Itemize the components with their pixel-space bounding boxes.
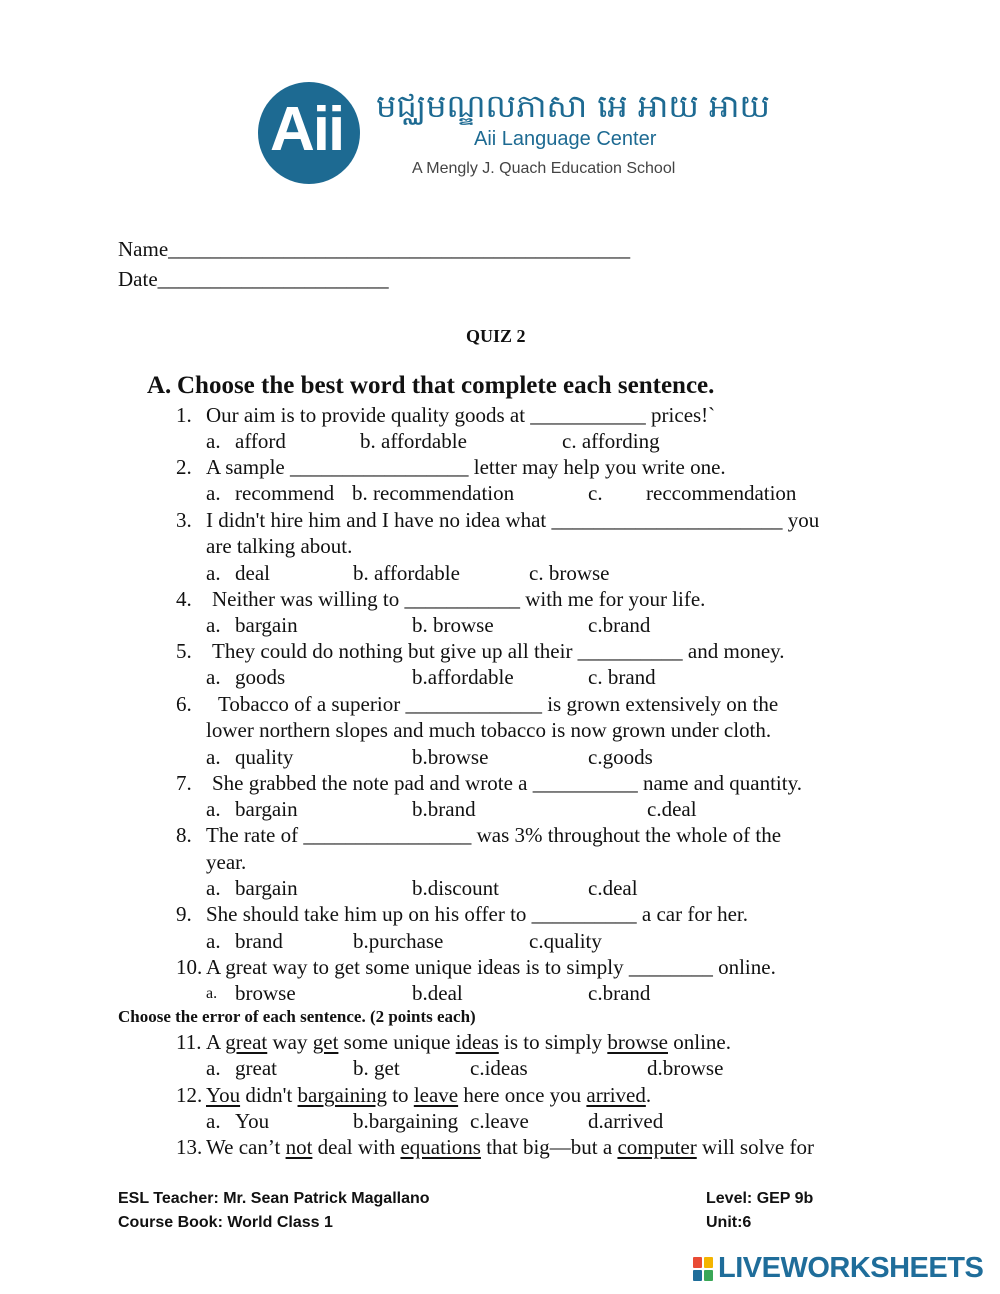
q13-underlined-2: equations [400,1135,481,1159]
q2-text: A sample _________________ letter may help you write one. [206,455,726,479]
q13-part-4: will solve for [696,1135,814,1159]
q13-underlined-1: not [285,1135,313,1159]
q10-text: A great way to get some unique ideas is to simply ________ online. [206,955,776,979]
q12-option-b[interactable]: b.bargaining [353,1109,459,1133]
footer-level: Level: GEP 9b [706,1190,814,1207]
q3-option-b[interactable]: b. affordable [353,561,460,585]
q11-part-5: online. [667,1030,731,1054]
q2-option-c[interactable]: reccommendation [646,481,797,505]
q11-part-4: is to simply [498,1030,608,1054]
q1-number: 1. [176,403,192,427]
q6-option-a[interactable]: quality [235,745,294,769]
q8-option-a-letter: a. [206,876,221,900]
q11-sentence [206,1030,731,1055]
q3-option-a[interactable]: deal [235,561,270,585]
q11-part-2: way [267,1030,313,1054]
q11-option-d[interactable]: d.browse [647,1056,724,1080]
q12-underlined-4: arrived [586,1083,646,1107]
q5-option-a[interactable]: goods [235,665,286,689]
q11-option-b[interactable]: b. get [353,1056,400,1080]
q12-underlined-1: You [206,1083,241,1107]
q12-number: 12. [176,1083,203,1107]
q9-option-a[interactable]: brand [235,929,283,953]
q8-text: The rate of ________________ was 3% throughout the whole of the [206,823,782,847]
q12-underlined-2: bargaining [297,1083,387,1107]
quiz-title: QUIZ 2 [466,326,526,346]
q4-option-c[interactable]: c.brand [588,613,651,637]
logo-mark: Aii [270,95,344,164]
q3-option-a-letter: a. [206,561,221,585]
q11-option-a-letter: a. [206,1056,221,1080]
q5-option-c[interactable]: c. brand [588,665,656,689]
q12-underlined-3: leave [413,1083,459,1107]
q2-option-a[interactable]: recommend [235,481,335,505]
q8-text-cont: year. [206,850,247,874]
q7-option-a[interactable]: bargain [235,797,298,821]
q6-option-b[interactable]: b.browse [412,745,489,769]
q5-text: They could do nothing but give up all their __________ and money. [212,639,785,663]
q11-option-c[interactable]: c.ideas [470,1056,528,1080]
q5-number: 5. [176,639,192,663]
q4-option-b[interactable]: b. browse [412,613,494,637]
q8-number: 8. [176,823,192,847]
q12-option-d[interactable]: d.arrived [588,1109,664,1133]
q5-option-b[interactable]: b.affordable [412,665,514,689]
q12-option-c[interactable]: c.leave [470,1109,529,1133]
date-field[interactable]: Date______________________ [118,267,389,291]
footer-book: Course Book: World Class 1 [118,1214,333,1231]
q9-option-b[interactable]: b.purchase [353,929,444,953]
q3-text-cont: are talking about. [206,534,353,558]
q10-number: 10. [176,955,203,979]
q2-option-b[interactable]: b. recommendation [352,481,515,505]
liveworksheets-wordmark[interactable]: LIVEWORKSHEETS [718,1252,984,1284]
q5-option-a-letter: a. [206,665,221,689]
q3-option-c[interactable]: c. browse [529,561,610,585]
q13-part-3: that big—but a [480,1135,618,1159]
q11-underlined-3: ideas [455,1030,499,1054]
q6-text-cont: lower northern slopes and much tobacco is now grown under cloth. [206,718,772,742]
q2-number: 2. [176,455,192,479]
q10-option-b[interactable]: b.deal [412,981,463,1005]
q13-number: 13. [176,1135,203,1159]
q13-underlined-3: computer [617,1135,697,1159]
logo-tagline: A Mengly J. Quach Education School [412,160,676,177]
q9-text: She should take him up on his offer to __________ a car for her. [206,902,749,926]
q13-part-2: deal with [312,1135,401,1159]
q1-option-c[interactable]: c. affording [562,429,660,453]
q11-underlined-1: great [225,1030,268,1054]
logo-center-name: Aii Language Center [474,128,657,150]
q7-option-b[interactable]: b.brand [412,797,476,821]
q4-text: Neither was willing to ___________ with me for your life. [212,587,706,611]
q12-part-3: here once you [458,1083,587,1107]
footer-teacher: ESL Teacher: Mr. Sean Patrick Magallano [118,1190,430,1207]
q12-sentence [206,1083,651,1108]
q11-underlined-2: get [312,1030,339,1054]
q2-option-a-letter: a. [206,481,221,505]
q9-number: 9. [176,902,192,926]
q12-option-a[interactable]: You [235,1109,270,1133]
q6-number: 6. [176,692,192,716]
q11-part-1: A [206,1030,226,1054]
q4-option-a[interactable]: bargain [235,613,298,637]
q11-part-3: some unique [338,1030,456,1054]
q6-option-a-letter: a. [206,745,221,769]
section-a-heading: Choose the best word that complete each sentence. [177,372,715,399]
q4-number: 4. [176,587,192,611]
section-a-letter: A. [147,372,172,399]
q10-option-a[interactable]: browse [235,981,296,1005]
q7-number: 7. [176,771,192,795]
q4-option-a-letter: a. [206,613,221,637]
q11-underlined-4: browse [607,1030,668,1054]
q2-option-c-letter: c. [588,481,603,505]
q10-option-a-letter: a. [206,985,218,1002]
q3-text: I didn't hire him and I have no idea what ______________________ you [206,508,820,532]
q6-text: Tobacco of a superior _____________ is grown extensively on the [218,692,779,716]
q3-number: 3. [176,508,192,532]
q1-option-a-letter: a. [206,429,221,453]
q13-sentence [206,1135,814,1160]
q12-part-4: . [645,1083,652,1107]
q12-option-a-letter: a. [206,1109,221,1133]
q8-option-b[interactable]: b.discount [412,876,499,900]
q1-option-a[interactable]: afford [235,429,286,453]
q10-option-c[interactable]: c.brand [588,981,651,1005]
q13-part-1: We can’t [206,1135,286,1159]
name-field[interactable]: Name____________________________________________ [118,237,631,261]
q12-part-2: to [386,1083,414,1107]
q7-text: She grabbed the note pad and wrote a __________ name and quantity. [212,771,802,795]
footer-unit: Unit:6 [706,1214,752,1231]
q7-option-c[interactable]: c.deal [647,797,697,821]
section-b-heading: Choose the error of each sentence. (2 points each) [118,1007,476,1026]
logo-khmer-name: មជ្ឈមណ្ឌលភាសា អេ អាយ អាយ [376,87,770,125]
q1-option-b[interactable]: b. affordable [360,429,467,453]
q9-option-a-letter: a. [206,929,221,953]
q7-option-a-letter: a. [206,797,221,821]
q8-option-c[interactable]: c.deal [588,876,638,900]
q9-option-c[interactable]: c.quality [529,929,602,953]
q11-option-a[interactable]: great [235,1056,277,1080]
q8-option-a[interactable]: bargain [235,876,298,900]
q6-option-c[interactable]: c.goods [588,745,653,769]
q12-part-1: didn't [240,1083,298,1107]
q1-text: Our aim is to provide quality goods at ___________ prices!` [206,403,716,427]
q11-number: 11. [176,1030,202,1054]
liveworksheets-icon [692,1256,714,1282]
